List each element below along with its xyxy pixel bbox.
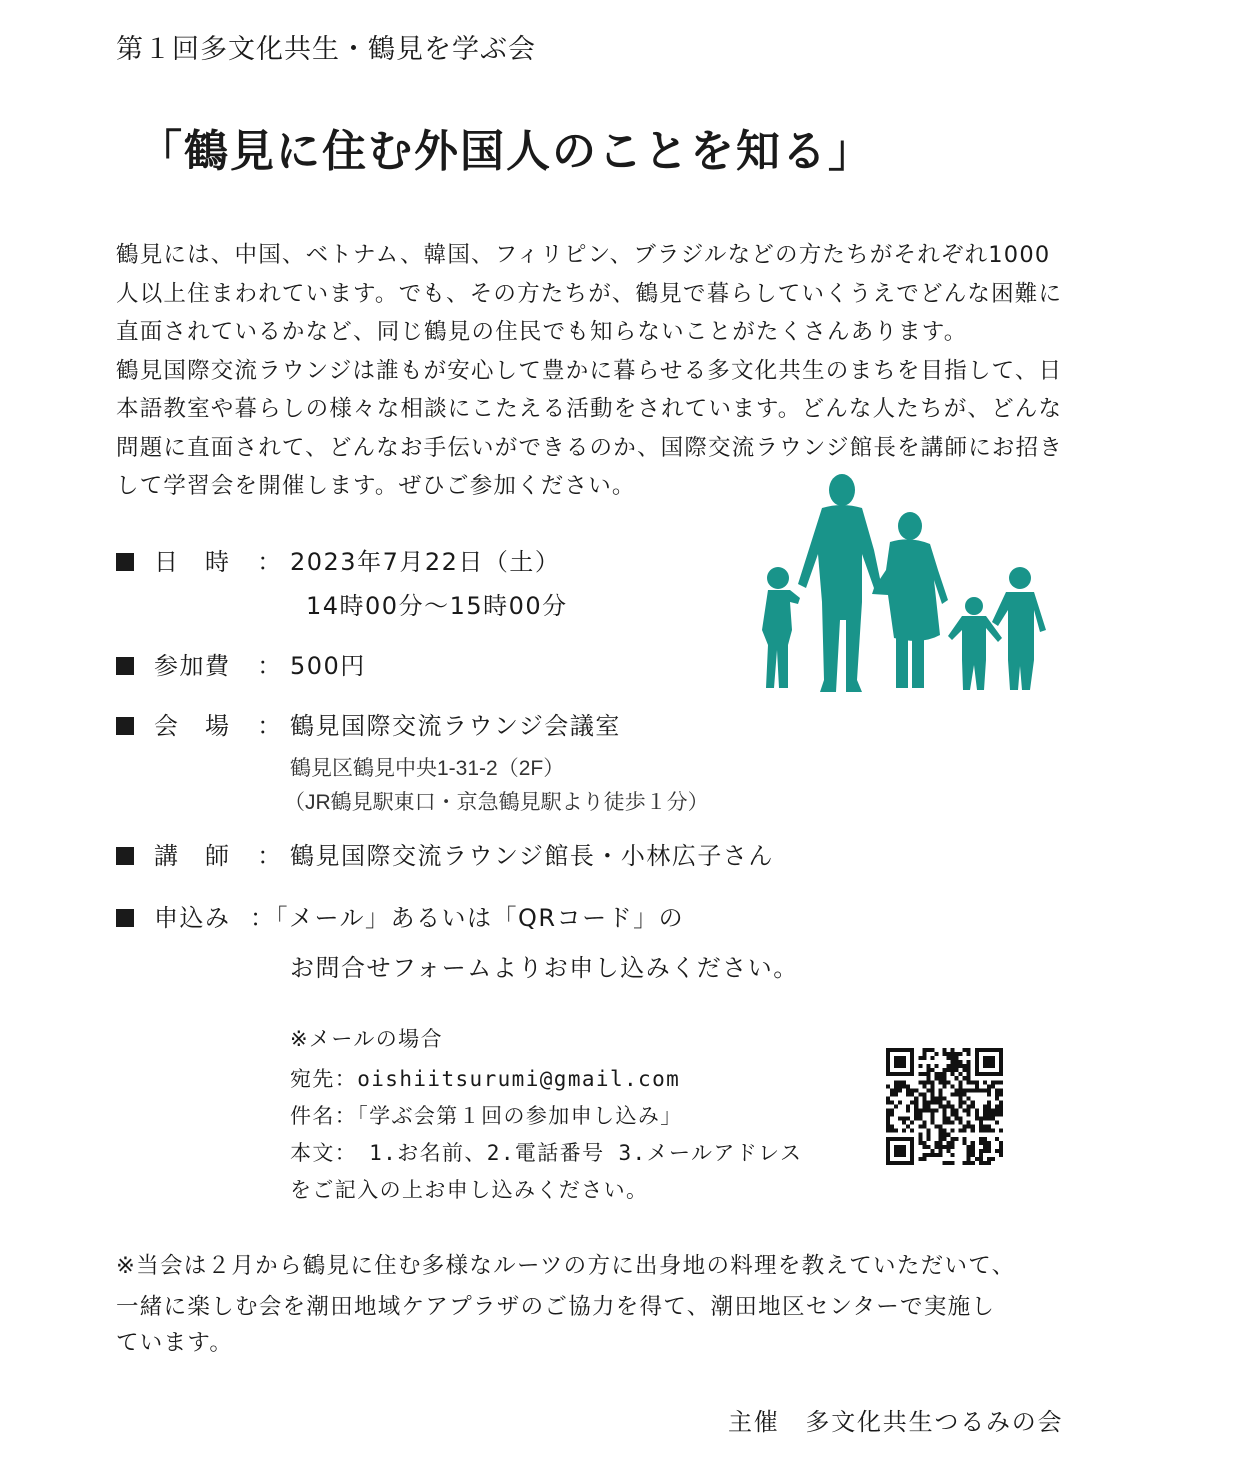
intro-line: 直面されているかなど、同じ鶴見の住民でも知らないことがたくさんあります。 xyxy=(116,319,968,345)
page-title: 「鶴見に住む外国人のことを知る」 xyxy=(138,126,874,177)
mail-subject: 件名：「学ぶ会第１回の参加申し込み」 xyxy=(290,1104,683,1128)
mail-closing: をご記入の上お申し込みください。 xyxy=(290,1178,649,1202)
mail-to[interactable]: 宛先：oishiitsurumi@gmail.com xyxy=(290,1067,681,1091)
note-line: 一緒に楽しむ会を潮田地域ケアプラザのご協力を得て、潮田地区センターで実施し xyxy=(116,1294,996,1320)
intro-line: 鶴見国際交流ラウンジは誰もが安心して豊かに暮らせる多文化共生のまちを目指して、日 xyxy=(116,357,1063,384)
fee-value: 500円 xyxy=(290,652,366,680)
intro-line: 本語教室や暮らしの様々な相談にこたえる活動をされています。どんな人たちが、どんな xyxy=(116,396,1063,422)
bullet-square-icon xyxy=(116,847,134,865)
detail-date: 日 時 ： 2023年7月22日（土） xyxy=(116,542,560,577)
family-silhouette-icon xyxy=(762,470,1052,695)
date-label: 日 時 xyxy=(154,548,231,576)
bullet-square-icon xyxy=(116,717,134,735)
note-line: ※当会は２月から鶴見に住む多様なルーツの方に出身地の料理を教えていただいて、 xyxy=(116,1253,1016,1279)
series-title: 第１回多文化共生・鶴見を学ぶ会 xyxy=(116,34,536,65)
lecturer-label: 講 師 xyxy=(154,842,231,870)
organizer: 主催 多文化共生つるみの会 xyxy=(728,1408,1064,1436)
mail-body: 本文： 1.お名前、2.電話番号 3.メールアドレス xyxy=(290,1141,803,1165)
venue-label: 会 場 xyxy=(154,712,231,740)
lecturer-value: 鶴見国際交流ラウンジ館長・小林広子さん xyxy=(290,842,774,870)
bullet-square-icon xyxy=(116,909,134,927)
note-line: ています。 xyxy=(116,1330,234,1356)
intro-line: 鶴見には、中国、ベトナム、韓国、フィリピン、ブラジルなどの方たちがそれぞれ1000 xyxy=(116,242,1051,268)
intro-line: して学習会を開催します。ぜひご参加ください。 xyxy=(116,473,636,499)
detail-fee: 参加費 ： 500円 xyxy=(116,646,366,681)
intro-line: 人以上住まわれています。でも、その方たちが、鶴見で暮らしていくうえでどんな困難に xyxy=(116,280,1063,307)
fee-label: 参加費 xyxy=(154,652,231,680)
detail-lecturer: 講 師 ： 鶴見国際交流ラウンジ館長・小林広子さん xyxy=(116,836,774,871)
intro-line: 問題に直面されて、どんなお手伝いができるのか、国際交流ラウンジ館長を講師にお招き xyxy=(116,434,1063,461)
venue-address: 鶴見区鶴見中央1-31-2（2F） xyxy=(290,757,565,780)
bullet-square-icon xyxy=(116,657,134,675)
mail-heading: ※メールの場合 xyxy=(290,1027,443,1051)
time-value: 14時00分～15時00分 xyxy=(306,592,568,620)
detail-apply xyxy=(116,898,684,933)
venue-value: 鶴見国際交流ラウンジ会議室 xyxy=(290,712,621,740)
date-value: 2023年7月22日（土） xyxy=(290,548,561,576)
qr-code-icon[interactable] xyxy=(886,1048,1003,1165)
apply-value: ：「メール」あるいは「QRコード」の xyxy=(250,904,685,932)
venue-access: （JR鶴見駅東口・京急鶴見駅より徒歩１分） xyxy=(284,791,709,814)
bullet-square-icon xyxy=(116,553,134,571)
intro-paragraph xyxy=(116,236,1126,506)
detail-venue: 会 場 ： 鶴見国際交流ラウンジ会議室 xyxy=(116,706,621,741)
apply-value-2: お問合せフォームよりお申し込みください。 xyxy=(290,954,799,982)
apply-label: 申込み xyxy=(154,904,231,932)
